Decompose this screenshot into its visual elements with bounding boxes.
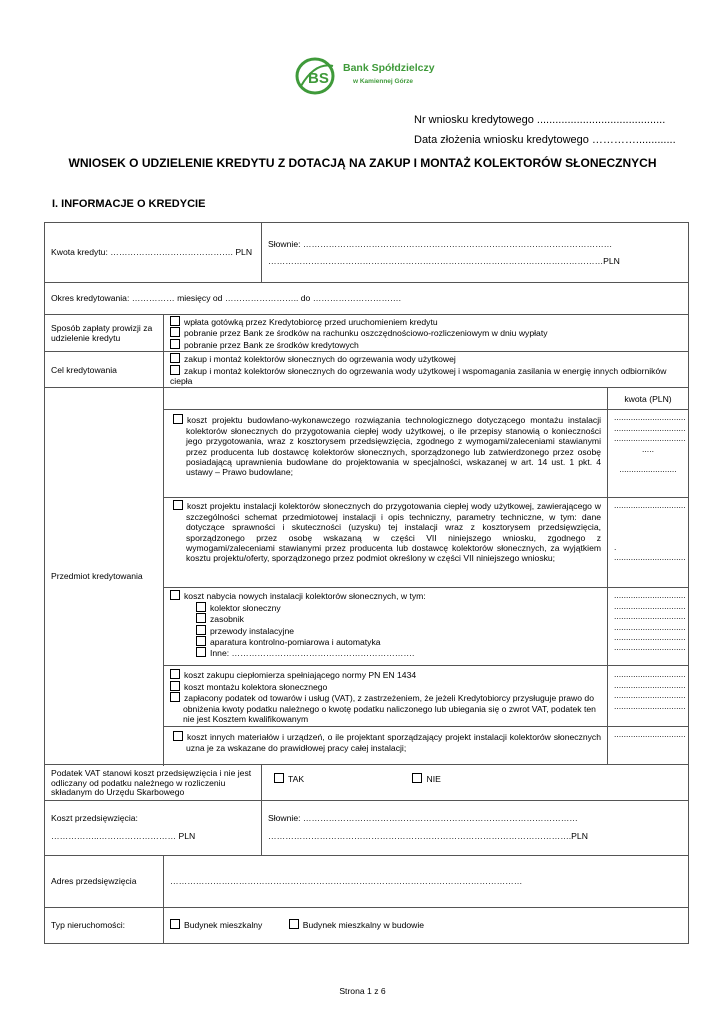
sub-option[interactable]: aparatura kontrolno-pomiarowa i automatyka [170,636,601,647]
amount-field[interactable]: .............................. [614,679,686,690]
checkbox[interactable] [170,669,180,679]
commission-option[interactable]: pobranie przez Bank ze środków kredytowych [170,339,682,350]
amount-field[interactable]: .............................. [614,611,686,622]
sub-option[interactable]: zasobnik [170,613,601,624]
subject-option-5[interactable]: koszt montażu kolektora słonecznego [170,681,601,692]
loan-period-field[interactable]: Okres kredytowania: …………… miesięcy od …………………….. do …………………………. [45,283,689,315]
loan-purpose-label: Cel kredytowania [45,352,164,388]
vat-question-label: Podatek VAT stanowi koszt przedsięwzięcia i nie jest odliczany od podatku należnego w rozliczeniu składanym do Urzędu Skarbowego [45,765,262,800]
checkbox[interactable] [196,613,206,623]
sub-option[interactable]: Inne: ………………………………………………………. [170,647,601,658]
amount-field[interactable]: .............................. [614,669,686,680]
sub-option[interactable]: kolektor słoneczny [170,602,601,613]
amount-field[interactable]: .............................. [614,642,686,653]
subject-option-6[interactable]: zapłacony podatek od towarów i usług (VAT), z zastrzeżeniem, że jeżeli Kredytobiorcy przysługuje prawo do obniżenia kwoty podatku należnego o kwotę podatku naliczonego lub ubiegania się o zwrot VAT, podatek ten nie jest Kosztem kwalifikowanym [170,692,601,724]
loan-amount-words-field[interactable] [262,223,689,283]
checkbox[interactable] [170,327,180,337]
vat-yes-option[interactable]: TAK [274,774,304,784]
application-number-field[interactable]: Nr wniosku kredytowego .......................................... [414,114,666,126]
checkbox[interactable] [173,731,183,741]
subject-option-7[interactable]: koszt innych materiałów i urządzeń, o ile projektant sporządzający projekt instalacji kolektorów słonecznych uzna je za wskazane do prawidłowej pracy całej instalacji; [164,727,608,765]
amount-column-header: kwota (PLN) [608,388,689,410]
amount-field[interactable]: .............................. [614,690,686,701]
checkbox[interactable] [412,773,422,783]
checkbox[interactable] [274,773,284,783]
amount-words-line-1: Słownie: ……………………………………………………………………………………………… [268,239,613,250]
commission-option[interactable]: pobranie przez Bank ze środków na rachunku oszczędnościowo-rozliczeniowym w dniu wypłaty [170,327,682,338]
checkbox[interactable] [196,636,206,646]
logo-mark: BS [308,70,329,87]
checkbox[interactable] [170,365,180,375]
section-heading: I. INFORMACJE O KREDYCIE [52,198,206,210]
page-number: Strona 1 z 6 [339,986,386,996]
bank-name: Bank Spółdzielczy [343,62,435,74]
amount-field[interactable]: .............................. [614,621,686,632]
property-type-option[interactable]: Budynek mieszkalny w budowie [289,920,424,930]
amount-field[interactable]: .............................. [614,590,686,601]
amount-field[interactable]: .............................. [614,600,686,611]
loan-amount-field[interactable]: Kwota kredytu: ……………………………………. PLN [45,223,262,283]
checkbox[interactable] [170,681,180,691]
amount-field[interactable]: .............................. [614,412,686,423]
project-address-field[interactable]: …………………………………………………………………………………………………………… [164,855,689,907]
subject-option-2[interactable]: koszt projektu instalacji kolektorów słonecznych do przygotowania ciepłej wody użytkowej, zawierającego w szczególności schemat przedmiotowej instalacji i opis techniczny, parametry techniczne, w tym: dane dotyczące sprawności i skuteczności (uzysku) tej instalacji wraz z kosztorysem przedsięwzięcia, sporządzonego przez osobę wskazaną w części VII niniejszego wniosku, zgodnego z wymogami/zaleceniami stawianymi przez producenta lub dostawcę kolektorów słonecznych, za wyjątkiem kosztu projektu/oferty, sporządzonego przez podmiot określony w części VII niniejszego wniosku; [164,498,608,588]
amount-field[interactable]: . [614,542,617,553]
amount-field[interactable]: ........................ [619,464,677,475]
amount-field[interactable]: .............................. [614,632,686,643]
purpose-option[interactable]: zakup i montaż kolektorów słonecznych do ogrzewania wody użytkowej i wspomagania zasilania w energię innych odbiorników ciepła [170,365,667,387]
checkbox[interactable] [170,353,180,363]
application-date-field[interactable]: Data złożenia wniosku kredytowego …………............. [414,134,676,146]
project-address-label: Adres przedsięwzięcia [45,855,164,907]
amount-field[interactable]: .............................. [614,552,686,563]
project-cost-field[interactable]: Koszt przedsięwzięcia: ……………..……………………… PLN [45,800,262,855]
subject-option-1[interactable]: koszt projektu budowlano-wykonawczego rozwiązania technologicznego dotyczącego montażu instalacji kolektorów słonecznych do przygotowania ciepłej wody użytkowej, o ile przepisy stanowią o konieczności jego przygotowania, wraz z kosztorysem przedsięwzięcia, zgodnego z wymogami/zaleceniami stawianymi przez producenta lub dostawcę kolektorów słonecznych, sporządzonego lub zatwierdzonego przez osobę posiadającą uprawnienia budowlane do projektowania w specjalności, wskazanej w art. 14 ust. 1 pkt. 4 ustawy – Prawo budowlane; [164,410,608,498]
subject-option-3[interactable]: koszt nabycia nowych instalacji kolektorów słonecznych, w tym: kolektor słoneczny zasobnik przewody instalacyjne aparatura kontrolno-pomiarowa i automatyka Inne: ………………………………………………………. [164,588,608,666]
amount-field[interactable]: .............................. [614,700,686,711]
sub-option[interactable]: przewody instalacyjne [170,625,601,636]
checkbox[interactable] [289,919,299,929]
bank-logo-icon [295,56,343,96]
checkbox[interactable] [196,647,206,657]
checkbox[interactable] [173,414,183,424]
checkbox[interactable] [196,625,206,635]
amount-field[interactable]: .............................. [614,729,686,740]
document-title: WNIOSEK O UDZIELENIE KREDYTU Z DOTACJĄ NA ZAKUP I MONTAŻ KOLEKTORÓW SŁONECZNYCH [68,156,657,170]
checkbox[interactable] [170,919,180,929]
checkbox[interactable] [170,590,180,600]
purpose-option[interactable]: zakup i montaż kolektorów słonecznych do ogrzewania wody użytkowej [170,353,682,364]
checkbox[interactable] [173,500,183,510]
property-type-option[interactable]: Budynek mieszkalny [170,920,262,930]
bank-subname: w Kamiennej Górze [353,78,413,85]
checkbox[interactable] [170,692,180,702]
bank-logo [295,56,435,96]
amount-words-line-2: ………………………………………………………………………………………………………PLN [268,255,620,266]
amount-field[interactable]: ..... [642,443,654,454]
project-cost-words-field[interactable]: Słownie: …………………………………………………………………………………… …………………………………………………………………………………………….PLN [262,800,689,855]
vat-no-option[interactable]: NIE [412,774,440,784]
amount-field[interactable]: .............................. [614,500,686,511]
checkbox[interactable] [170,339,180,349]
amount-field[interactable]: .............................. [614,422,686,433]
subject-option-4[interactable]: koszt zakupu ciepłomierza spełniającego normy PN EN 1434 [170,669,601,680]
commission-option[interactable]: wpłata gotówką przez Kredytobiorcę przed uruchomieniem kredytu [170,316,682,327]
checkbox[interactable] [170,316,180,326]
property-type-label: Typ nieruchomości: [45,907,164,943]
checkbox[interactable] [196,602,206,612]
commission-payment-label: Sposób zapłaty prowizji za udzielenie kredytu [45,315,164,352]
credit-info-table [44,222,689,944]
amount-field[interactable]: .............................. [614,433,686,444]
loan-subject-label: Przedmiot kredytowania [45,388,164,765]
